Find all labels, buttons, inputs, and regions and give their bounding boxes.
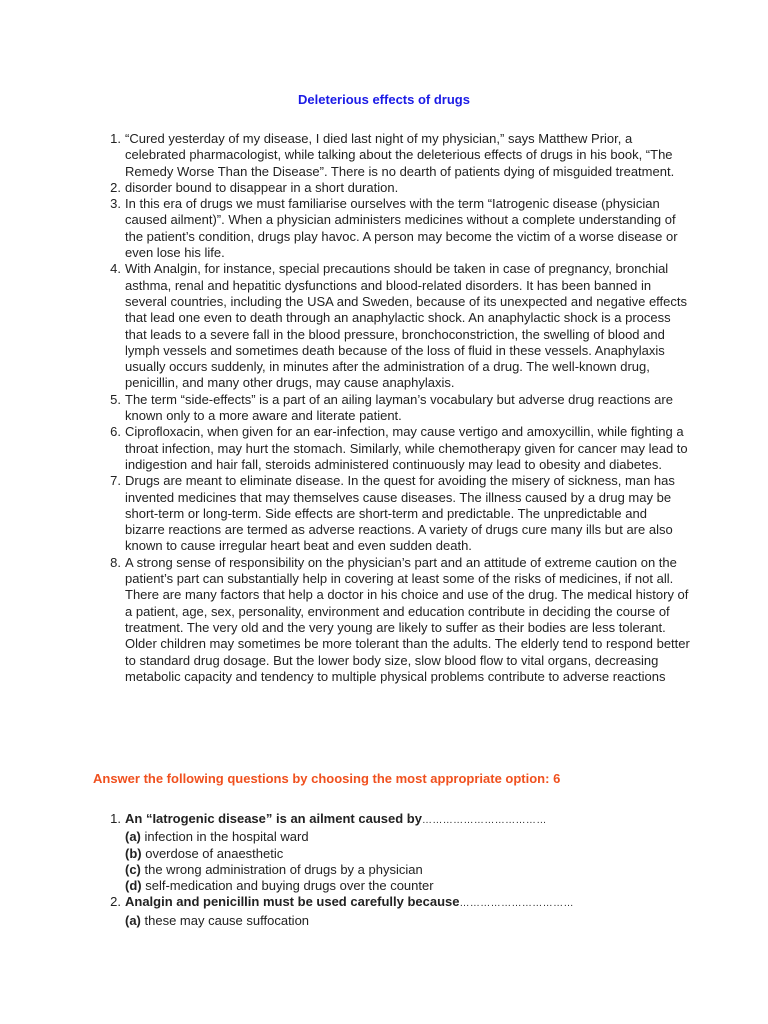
item-number: 8.	[110, 554, 121, 570]
paragraph-text: A strong sense of responsibility on the physician’s part and an attitude of extreme caution on the patient’s part can substantially help in covering at least some of the risks of medicines, if not all. There are many factors that help a doctor in his choice and use of the drug. The medical history of a patient, age, sex, personality, environment and education contribute in deciding the course of treatment. The very old and the very young are likely to suffer as their bodies are less tolerant. Older children may sometimes be more tolerant than the adults. The elderly tend to respond better to standard drug dosage. But the lower body size, slow blood flow to vital organs, decreasing metabolic capacity and tendency to multiple physical problems contribute to adverse reactions	[125, 554, 690, 684]
option-letter: (b)	[125, 845, 142, 861]
option-text: these may cause suffocation	[140, 912, 310, 928]
paragraph-text: Ciprofloxacin, when given for an ear-infection, may cause vertigo and amoxycillin, while fighting a throat infection, may hurt the stomach. Similarly, while chemotherapy given for cancer may lead to indigestion and hair fall, steroids administered continuously may lead to obesity and diabetes.	[125, 424, 688, 472]
question-number: 1.	[110, 811, 121, 826]
option-text: infection in the hospital ward	[140, 829, 309, 845]
list-item	[110, 473, 690, 554]
question-item	[110, 811, 725, 894]
paragraph-text: With Analgin, for instance, special precautions should be taken in case of pregnancy, bronchial asthma, renal and hepatitic dysfunctions and blood-related disorders. It has been banned in several countries, including the USA and Sweden, because of its unexpected and negative effects that lead one even to death through an anaphylactic shock. An anaphylactic shock is a process that leads to a severe fall in the blood pressure, bronchoconstriction, the swelling of blood and lymph vessels and sometimes death because of the loss of fluid in these vessels. Anaphylaxis usually occurs suddenly, in minutes after the administration of a drug. The well-known drug, penicillin, and many other drugs, may cause anaphylaxis.	[125, 261, 688, 391]
option-text: the wrong administration of drugs by a physician	[140, 861, 423, 877]
item-number: 5.	[110, 391, 121, 407]
answer-option	[125, 878, 725, 894]
option-letter: (a)	[125, 829, 141, 845]
item-number: 1.	[110, 131, 121, 146]
list-item	[110, 391, 690, 425]
answer-blank: ………………………………	[421, 815, 547, 826]
paragraph-text: The term “side-effects” is a part of an ailing layman’s vocabulary but adverse drug reactions are known only to a more aware and literate patient.	[125, 391, 673, 424]
answer-option	[125, 846, 725, 862]
paragraph-text: disorder bound to disappear in a short duration.	[125, 179, 399, 195]
paragraph-text: Drugs are meant to eliminate disease. In the quest for avoiding the misery of sickness, man has invented medicines that may themselves cause diseases. The illness caused by a drug may be short-term or long-term. Side effects are short-term and predictable. The unpredictable and bizarre reactions are termed as adverse reactions. A variety of drugs cure many ills but are also known to cause irregular heart beat and even sudden death.	[125, 473, 675, 554]
list-item	[110, 424, 690, 473]
item-number: 2.	[110, 179, 121, 195]
item-number: 3.	[110, 196, 121, 212]
option-letter: (d)	[125, 878, 142, 894]
question-item	[110, 894, 725, 929]
question-list	[110, 811, 725, 929]
answer-option	[125, 913, 725, 929]
item-number: 6.	[110, 424, 121, 440]
questions-instruction: Answer the following questions by choosing the most appropriate option: 6	[93, 771, 561, 786]
option-text: overdose of anaesthetic	[141, 845, 284, 861]
paragraph-list	[110, 131, 690, 685]
document-title: Deleterious effects of drugs	[298, 92, 470, 107]
item-number: 4.	[110, 261, 121, 277]
answer-option	[125, 862, 725, 878]
list-item	[110, 261, 690, 391]
list-item	[110, 131, 690, 180]
paragraph-text: In this era of drugs we must familiarise ourselves with the term “Iatrogenic disease (physician caused ailment)”. When a physician administers medicines without a complete understanding of the patient’s condition, drugs play havoc. A person may become the victim of a worse disease or even lose his life.	[125, 196, 678, 261]
answer-blank: ……………………………	[459, 898, 574, 910]
paragraph-text: “Cured yesterday of my disease, I died last night of my physician,” says Matthew Prior, a celebrated pharmacologist, while talking about the deleterious effects of drugs in his book, “The Remedy Worse Than the Disease”. There is no dearth of patients dying of misguided treatment.	[125, 131, 675, 179]
question-stem: Analgin and penicillin must be used carefully because	[125, 894, 460, 910]
question-stem: An “Iatrogenic disease” is an ailment caused by	[125, 811, 422, 826]
answer-option	[125, 829, 725, 845]
option-letter: (c)	[125, 861, 141, 877]
list-item	[110, 196, 690, 261]
option-text: self-medication and buying drugs over the counter	[141, 878, 434, 894]
option-letter: (a)	[125, 912, 141, 928]
question-number: 2.	[110, 894, 121, 910]
item-number: 7.	[110, 473, 121, 489]
list-item	[110, 179, 690, 196]
list-item	[110, 554, 690, 685]
